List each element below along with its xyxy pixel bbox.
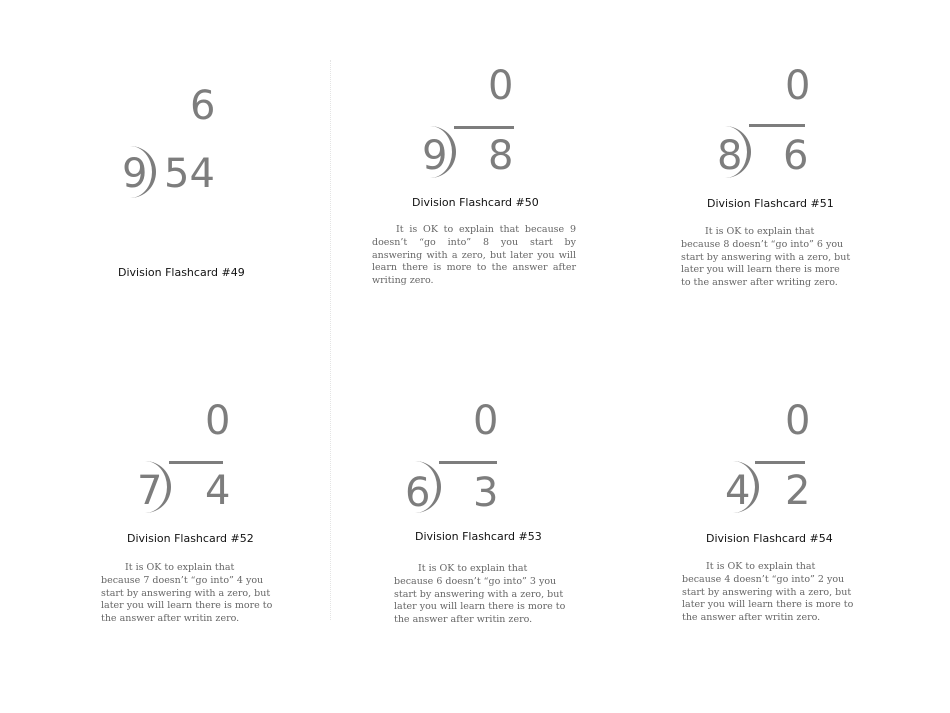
division-bar <box>454 126 514 129</box>
dividend: 54 <box>164 151 215 197</box>
division-bracket <box>721 126 751 178</box>
divisor: 9 <box>122 151 148 197</box>
long-division-problem <box>705 395 885 525</box>
dividend: 4 <box>205 468 231 514</box>
flashcard-title: Division Flashcard #54 <box>706 532 833 545</box>
flashcard-title: Division Flashcard #49 <box>118 266 245 279</box>
flashcard-title: Division Flashcard #53 <box>415 530 542 543</box>
quotient: 0 <box>205 398 231 444</box>
flashcard-title: Division Flashcard #50 <box>412 196 539 209</box>
divisor: 6 <box>405 470 431 516</box>
long-division-problem <box>125 395 305 525</box>
dividend: 6 <box>783 133 809 179</box>
divisor: 9 <box>422 133 448 179</box>
divisor: 7 <box>137 468 163 514</box>
divisor: 4 <box>725 468 751 514</box>
division-bracket <box>426 126 456 178</box>
long-division-problem <box>410 60 590 190</box>
division-bracket <box>729 461 759 513</box>
quotient: 0 <box>488 63 514 109</box>
division-bar <box>749 124 805 127</box>
teaching-note: It is OK to explain that because 7 doesn’t “go into” 4 you start by answering with a zero, but later you will learn there is more to the answer after writin zero. <box>101 562 273 625</box>
long-division-problem <box>405 395 585 525</box>
long-division-problem <box>705 60 885 190</box>
division-bar <box>755 461 805 464</box>
teaching-note: It is OK to explain that because 4 doesn’t “go into” 2 you start by answering with a zero, but later you will learn there is more to the answer after writin zero. <box>682 561 854 624</box>
division-bar <box>169 461 223 464</box>
dividend: 3 <box>473 470 499 516</box>
long-division-problem <box>110 80 290 210</box>
flashcard-title: Division Flashcard #52 <box>127 532 254 545</box>
quotient: 0 <box>473 398 499 444</box>
divisor: 8 <box>717 133 743 179</box>
flashcard-title: Division Flashcard #51 <box>707 197 834 210</box>
division-bar <box>439 461 497 464</box>
division-bracket <box>141 461 171 513</box>
dividend: 8 <box>488 133 514 179</box>
quotient: 0 <box>785 398 811 444</box>
division-bracket <box>126 146 156 198</box>
quotient: 6 <box>190 83 216 129</box>
column-divider <box>330 60 331 620</box>
dividend: 2 <box>785 468 811 514</box>
teaching-note: It is OK to explain that because 6 doesn’t “go into” 3 you start by answering with a zero, but later you will learn there is more to the answer after writin zero. <box>394 563 566 626</box>
teaching-note: It is OK to explain that because 8 doesn’t “go into” 6 you start by answering with a zero, but later you will learn there is more to the answer after writing zero. <box>681 226 851 289</box>
teaching-note: It is OK to explain that because 9 doesn’t “go into” 8 you start by answering with a zero, but later you will learn there is more to the answer after writing zero. <box>372 224 576 287</box>
division-bracket <box>411 461 441 513</box>
quotient: 0 <box>785 63 811 109</box>
